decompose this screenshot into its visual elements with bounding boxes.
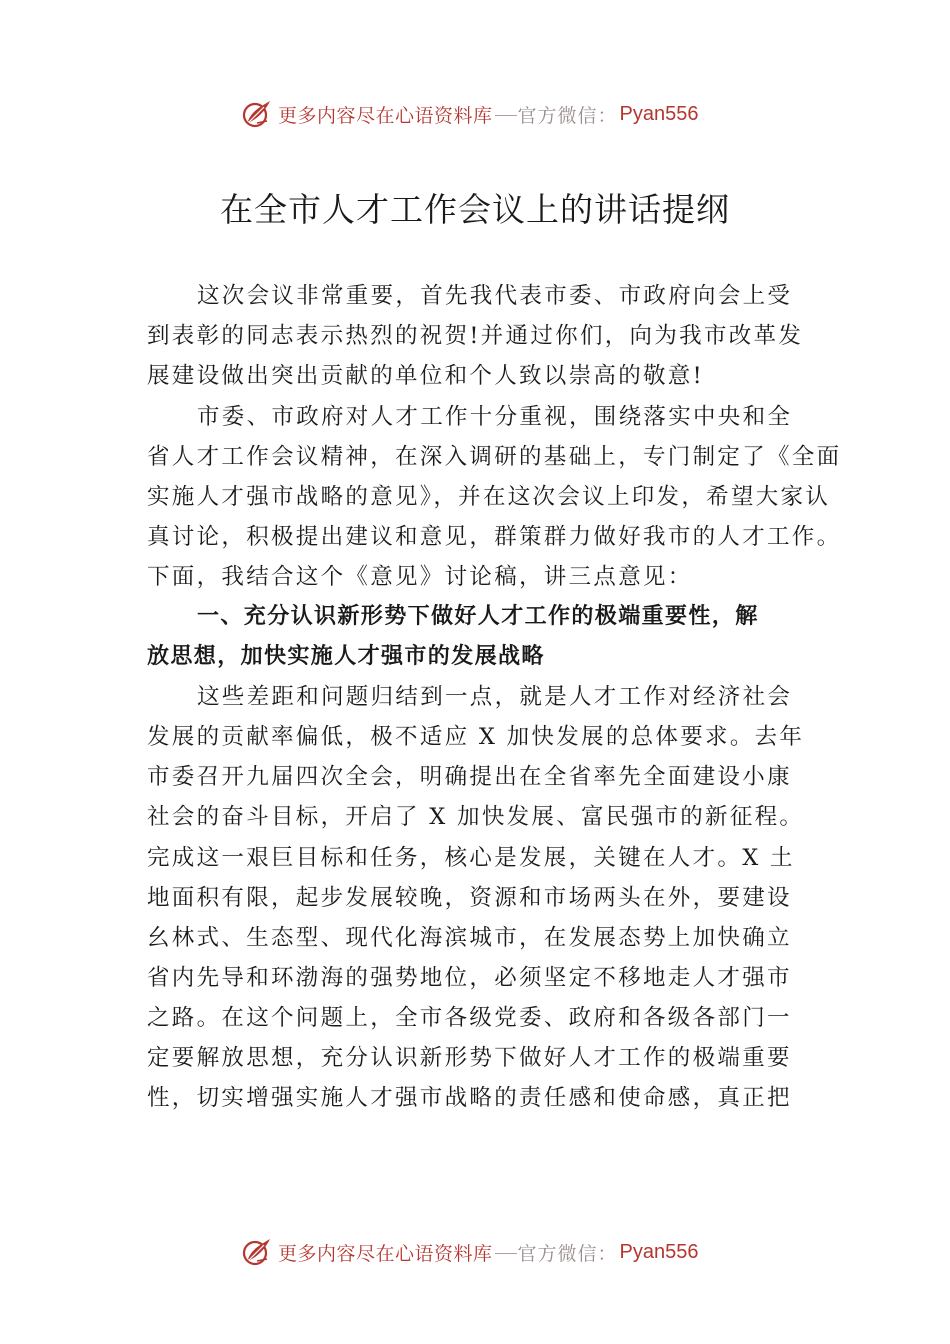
watermark-dash bbox=[495, 1253, 517, 1254]
paragraph-line: 省人才工作会议精神，在深入调研的基础上，专门制定了《全面 bbox=[147, 444, 842, 470]
paragraph-line: 实施人才强市战略的意见》，并在这次会议上印发，希望大家认 bbox=[147, 484, 831, 510]
section-heading-line: 一、充分认识新形势下做好人才工作的极端重要性，解 bbox=[197, 604, 759, 629]
paragraph-line: 这次会议非常重要，首先我代表市委、市政府向会上受 bbox=[197, 283, 793, 309]
leaf-pen-logo-icon bbox=[240, 97, 274, 131]
watermark-main-text: 更多内容尽在心语资料库 bbox=[278, 104, 493, 127]
paragraph-line: 之路。在这个问题上，全市各级党委、政府和各级各部门一 bbox=[147, 1005, 792, 1031]
paragraph-line: 定要解放思想，充分认识新形势下做好人才工作的极端重要 bbox=[147, 1045, 792, 1071]
paragraph-line: 展建设做出突出贡献的单位和个人致以崇高的敬意! bbox=[147, 363, 704, 389]
paragraph-line: 这些差距和问题归结到一点，就是人才工作对经济社会 bbox=[197, 684, 793, 710]
paragraph-line: 真讨论，积极提出建议和意见，群策群力做好我市的人才工作。 bbox=[147, 524, 842, 550]
watermark-id-text: Pyan556 bbox=[619, 1240, 699, 1263]
watermark-main-text: 更多内容尽在心语资料库 bbox=[278, 1242, 493, 1265]
watermark-id-text: Pyan556 bbox=[619, 102, 699, 125]
paragraph-line: 地面积有限，起步发展较晚，资源和市场两头在外，要建设 bbox=[147, 885, 792, 911]
section-heading-line: 放思想，加快实施人才强市的发展战略 bbox=[147, 644, 545, 669]
paragraph-line: 社会的奋斗目标，开启了 X 加快发展、富民强市的新征程。 bbox=[147, 804, 805, 830]
watermark-footer bbox=[240, 1234, 699, 1270]
paragraph-line: 幺林式、生态型、现代化海滨城市，在发展态势上加快确立 bbox=[147, 925, 792, 951]
paragraph-line: 市委召开九届四次全会，明确提出在全省率先全面建设小康 bbox=[147, 764, 792, 790]
paragraph-line: 市委、市政府对人才工作十分重视，围绕落实中央和全 bbox=[197, 404, 793, 430]
watermark-dash bbox=[495, 115, 517, 116]
paragraph-line: 发展的贡献率偏低，极不适应 X 加快发展的总体要求。去年 bbox=[147, 724, 805, 750]
document-title: 在全市人才工作会议上的讲话提纲 bbox=[220, 190, 730, 229]
paragraph-line: 性，切实增强实施人才强市战略的责任感和使命感，真正把 bbox=[147, 1085, 792, 1111]
paragraph-line: 完成这一艰巨目标和任务，核心是发展，关键在人才。X 土 bbox=[147, 845, 795, 871]
watermark-label-text: 官方微信： bbox=[517, 1242, 618, 1265]
watermark-header bbox=[240, 96, 699, 132]
paragraph-line: 下面，我结合这个《意见》讨论稿，讲三点意见： bbox=[147, 564, 693, 590]
paragraph-line: 到表彰的同志表示热烈的祝贺!并通过你们，向为我市改革发 bbox=[147, 323, 804, 349]
paragraph-line: 省内先导和环渤海的强势地位，必须坚定不移地走人才强市 bbox=[147, 965, 792, 991]
watermark-label-text: 官方微信： bbox=[517, 104, 618, 127]
leaf-pen-logo-icon bbox=[240, 1235, 274, 1269]
